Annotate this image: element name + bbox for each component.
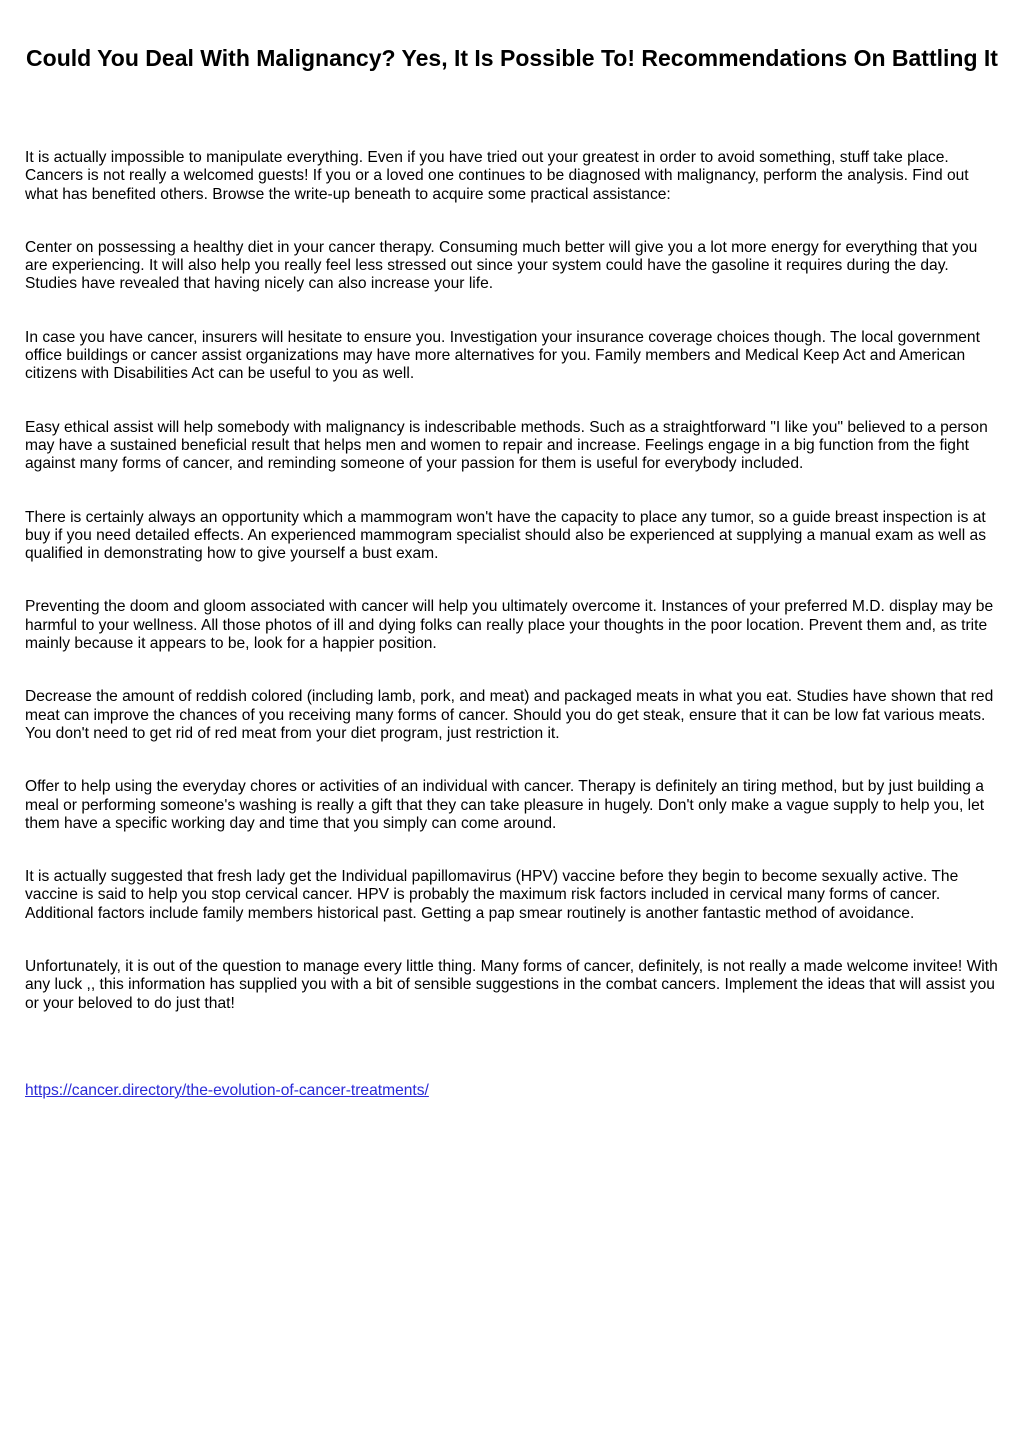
document-title: Could You Deal With Malignancy? Yes, It Is Possible To! Recommendations On Battling It: [26, 45, 998, 71]
paragraph-10: Unfortunately, it is out of the question to manage every little thing. Many forms of cancer, definitely, is not really a made welcome invitee! With any luck ,, this information has supplied you with a bit of sensible suggestions in the combat cancers. Implement the ideas that will assist you or your beloved to do just that!: [25, 958, 998, 1012]
paragraph-2: Center on possessing a healthy diet in your cancer therapy. Consuming much better will give you a lot more energy for everything that you are experiencing. It will also help you really feel less stressed out since your system could have the gasoline it requires during the day. Studies have revealed that having nicely can also increase your life.: [25, 238, 978, 293]
paragraph-8: Offer to help using the everyday chores or activities of an individual with cancer. Therapy is definitely an tiring method, but by just building a meal or performing someone's washing is really a gift that they can take pleasure in hugely. Don't only make a vague supply to help you, let them have a specific working day and time that you simply can come around.: [25, 778, 985, 832]
paragraph-1: It is actually impossible to manipulate everything. Even if you have tried out your greatest in order to avoid something, stuff take place. Cancers is not really a welcomed guests! If you or a loved one continues to be diagnosed with malignancy, perform the analysis. Find out what has benefited others. Browse the write-up beneath to acquire some practical assistance:: [25, 149, 969, 203]
source-link-container: [25, 1082, 999, 1100]
paragraph-4: Easy ethical assist will help somebody with malignancy is indescribable methods. Such as a straightforward "I like you" believed to a person may have a sustained beneficial result that helps men and women to repair and increase. Feelings engage in a big function from the fight against many forms of cancer, and reminding someone of your passion for them is useful for everybody included.: [25, 418, 988, 473]
paragraph-3: In case you have cancer, insurers will hesitate to ensure you. Investigation your insurance coverage choices though. The local government office buildings or cancer assist organizations may have more alternatives for you. Family members and Medical Keep Act and American citizens with Disabilities Act can be useful to you as well.: [25, 328, 980, 383]
paragraph-9: It is actually suggested that fresh lady get the Individual papillomavirus (HPV) vaccine before they begin to become sexually active. The vaccine is said to help you stop cervical cancer. HPV is probably the maximum risk factors included in cervical many forms of cancer. Additional factors include family members historical past. Getting a pap smear routinely is another fantastic method of avoidance.: [25, 868, 959, 922]
paragraph-7: Decrease the amount of reddish colored (including lamb, pork, and meat) and packaged meats in what you eat. Studies have shown that red meat can improve the chances of you receiving many forms of cancer. Should you do get steak, ensure that it can be low fat various meats. You don't need to get rid of red meat from your diet program, just restriction it.: [25, 688, 994, 742]
document-body: [25, 149, 999, 1100]
paragraph-6: Preventing the doom and gloom associated with cancer will help you ultimately overcome it. Instances of your preferred M.D. display may be harmful to your wellness. All those photos of ill and dying folks can really place your thoughts in the poor location. Prevent them and, as trite mainly because it appears to be, look for a happier position.: [25, 598, 994, 653]
source-link[interactable]: https://cancer.directory/the-evolution-of-cancer-treatments/: [25, 1081, 429, 1099]
paragraph-5: There is certainly always an opportunity which a mammogram won't have the capacity to place any tumor, so a guide breast inspection is at buy if you need detailed effects. An experienced mammogram specialist should also be experienced at supplying a manual exam as well as qualified in demonstrating how to give yourself a bust exam.: [25, 508, 987, 563]
